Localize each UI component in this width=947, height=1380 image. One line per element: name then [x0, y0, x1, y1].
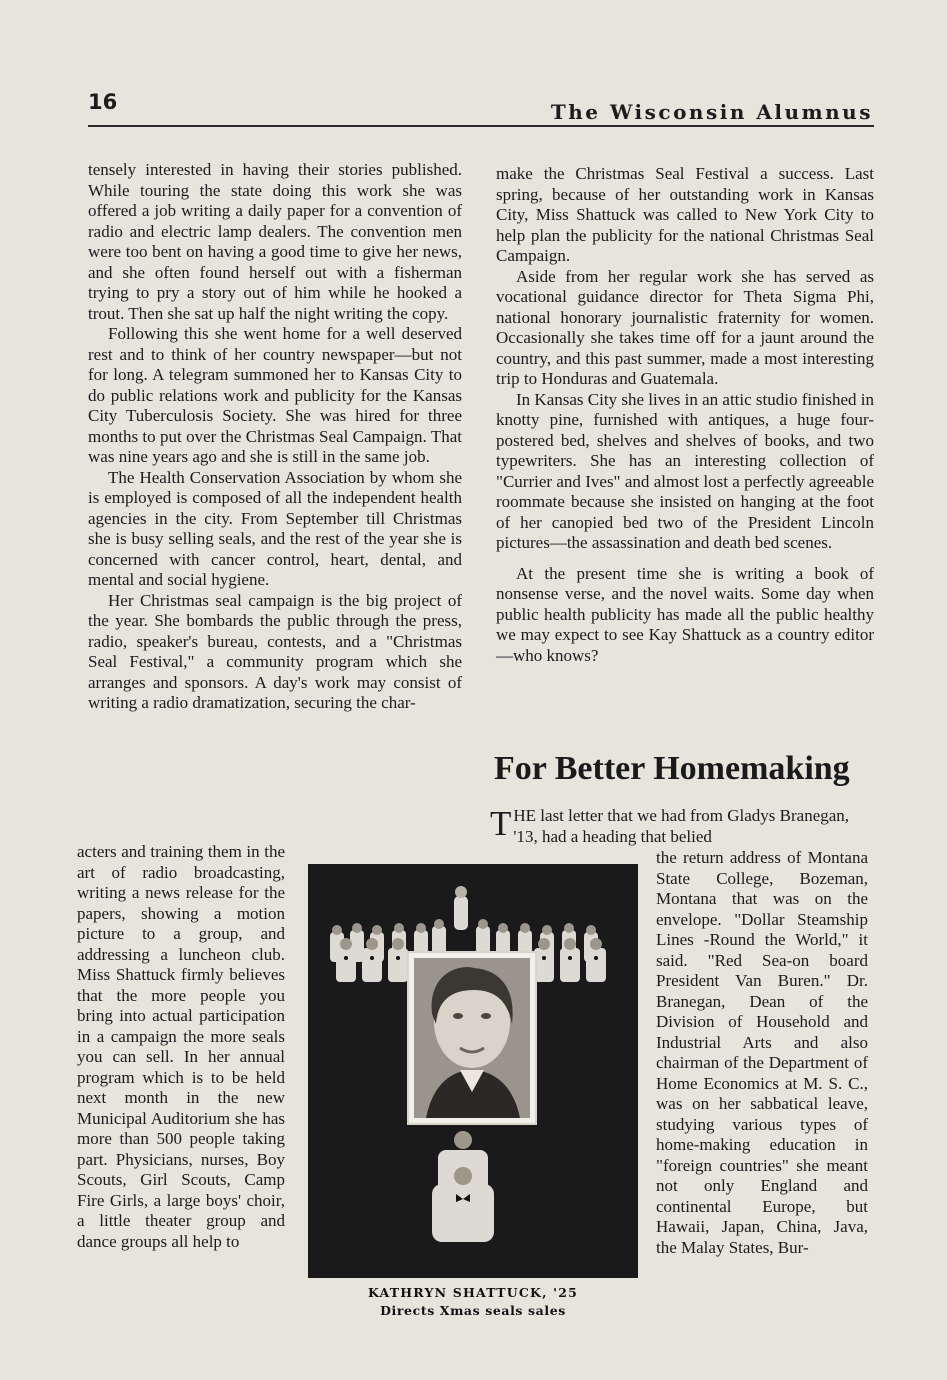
- paragraph: tensely interested in having their stories published. While touring the state doing this work she was offered a job writing a daily paper for a convention of radio and electric lamp dealers. The convention men were too bent on having a good time to give her news, and she often found herself out with a fisherman trying to pry a story out of him while he hooked a trout. Then she sat up half the night writing the copy.: [88, 160, 462, 323]
- caption-subtitle: Directs Xmas seals sales: [380, 1303, 566, 1318]
- choir-portrait-illustration: [308, 864, 638, 1278]
- left-column-narrow: [77, 842, 285, 1252]
- paragraph: Her Christmas seal campaign is the big project of the year. She bombards the public through the press, radio, speaker's bureau, contests, and a "Christmas Seal Festival," a community program which she arranges and sponsors. A day's work may consist of writing a radio dramatization, securing the char-: [88, 590, 462, 712]
- right-column: [496, 164, 874, 666]
- paragraph: [490, 806, 868, 847]
- intro-text: HE last letter that we had from Gladys Branegan, '13, had a heading that belied: [513, 806, 850, 846]
- paragraph: acters and training them in the art of radio broadcasting, writing a news release for the papers, showing a motion picture to a group, and addressing a luncheon club. Miss Shattuck firmly believes that the more people you bring into actual participation in a campaign the more seals you can sell. In her annual program which is to be held next month in the new Municipal Auditorium she has more than 500 people taking part. Physicians, nurses, Boy Scouts, Girl Scouts, Camp Fire Girls, a large boys' choir, a little theater group and dance groups all help to: [77, 842, 285, 1251]
- photo-caption: [305, 1284, 641, 1320]
- section-intro: [490, 806, 868, 847]
- left-column: [88, 160, 462, 714]
- drop-cap: T: [490, 804, 512, 843]
- paragraph: make the Christmas Seal Festival a success. Last spring, because of her outstanding work in Kansas City, Miss Shattuck was called to New York City to help plan the publicity for the national Christmas Seal Campaign.: [496, 164, 874, 265]
- publication-title: The Wisconsin Alumnus: [550, 100, 873, 124]
- header-rule: [88, 125, 874, 127]
- paragraph: The Health Conservation Association by whom she is employed is composed of all the independent health agencies in the city. From September till Christmas she is busy selling seals, and the rest of the year she is concerned with cancer control, heart, dental, and mental and social hygiene.: [88, 467, 462, 589]
- paragraph: the return address of Montana State College, Bozeman, Montana that was on the envelope. "Dollar Steamship Lines -Round the World," it said. "Red Sea-on board President Van Buren." Dr. Branegan, Dean of the Division of Household and Industrial Arts and also chairman of the Department of Home Economics at M. S. C., was on her sabbatical leave, studying various types of home-making education in "foreign countries" she meant not only England and continental Europe, but Hawaii, Japan, China, Java, the Malay States, Bur-: [656, 848, 868, 1257]
- paragraph: Aside from her regular work she has served as vocational guidance director for Theta Sigma Phi, national honorary journalistic fraternity for women. Occasionally she takes time off for a jaunt around the country, and this past summer, made a most interesting trip to Honduras and Guatemala.: [496, 266, 874, 388]
- paragraph: At the present time she is writing a book of nonsense verse, and the novel waits. Some day when public health publicity has made all the public healthy we may expect to see Kay Shattuck as a country editor—who knows?: [496, 563, 874, 665]
- page-number: 16: [88, 90, 118, 114]
- caption-name: KATHRYN SHATTUCK, '25: [367, 1285, 579, 1300]
- paragraph: Following this she went home for a well deserved rest and to think of her country newspaper—but not for long. A telegram summoned her to Kansas City to do public relations work and publicity for the Kansas City Tuberculosis Society. She was hired for three months to put over the Christmas Seal Campaign. That was nine years ago and she is still in the same job.: [88, 324, 462, 466]
- paragraph: In Kansas City she lives in an attic studio finished in knotty pine, furnished with antiques, a huge four-postered bed, shelves and shelves of books, and two typewriters. She has an interesting collection of "Currier and Ives" and almost lost a perfectly agreeable roommate because she insisted on hanging at the foot of her canopied bed two of the President Lincoln pictures—the assassination and death bed scenes.: [496, 389, 874, 552]
- section-heading: For Better Homemaking: [494, 750, 850, 787]
- photo: [308, 864, 638, 1278]
- section-wrapped-column: [656, 848, 868, 1258]
